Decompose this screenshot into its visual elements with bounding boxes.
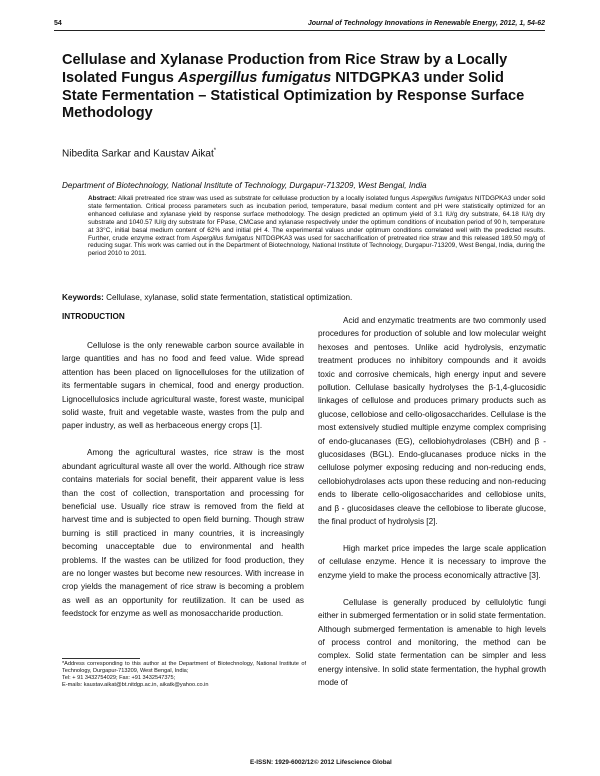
abstract-species-1: Aspergillus fumigatus	[411, 195, 473, 202]
corresponding-mark: *	[213, 148, 217, 154]
corresponding-author-footnote	[62, 661, 306, 689]
footnote-email: E-mails: kaustav.aikat@bt.nitdgp.ac.in, aikatk@yahoo.co.in	[62, 681, 209, 688]
header-rule	[54, 30, 545, 31]
paragraph: Acid and enzymatic treatments are two commonly used procedures for production of soluble and low molecular weight hexoses and pentoses. Unlike acid hydrolysis, enzymatic treatment produces no inhibitory compounds and it avoids toxic and corrosive chemicals, high energy input and severe pollution. Cellulase basically hydrolyses the β-1,4-glucosidic linkages of cellulose and produces primary products such as glucose, cellobiose and cello-oligosaccharides. Cellulase is the most extensively studied multiple enzyme complex comprising of endo-glucanases (EG), cellobiohydrolases (CBH) and β -glucosidases (BGL). Endo-glucanases produce nicks in the cellulose polymer exposing reducing and non-reducing ends, cellobiohydrolases acts upon these reducing and non-reducing ends to liberate cello-oligosaccharides and cellobiose units, and β - glucosidases cleave the cellobiose to liberate glucose, the final product of hydrolysis [2].	[318, 316, 547, 527]
left-column	[62, 339, 304, 634]
author-list	[62, 148, 216, 159]
right-column	[318, 314, 546, 703]
footer-issn: E-ISSN: 1929-6002/12	[250, 759, 314, 766]
paper-title	[62, 52, 542, 123]
footnote-rule	[62, 658, 140, 659]
keywords	[62, 293, 352, 302]
abstract-text-2: NITDGPKA3 under solid state fermentation. Critical process parameters such as incubation period, temperature, basal medium content and pH were statistically optimized for an enhanced cellulase and xylanase yield by response surface methodology. The design predicted an optimum yield of 3.1 IU/g dry substrate, 64.18 IU/g dry substrate and 1040.57 IU/g dry substrate for FPase, CMCase and xylanase respectively under the optimum conditions of incubation period of 90 h, temperature at 33°C, initial basal medium content of 62% and initial pH 4. The experimental values under optimum conditions correlated well with the predicted results. Further, crude enzyme extract from	[88, 195, 546, 242]
abstract-species-2: Aspergillus fumigatus	[191, 234, 254, 242]
section-heading-introduction: INTRODUCTION	[62, 312, 125, 321]
abstract	[88, 195, 545, 258]
title-species: Aspergillus fumigatus	[177, 69, 332, 86]
footer-copyright: © 2012 Lifescience Global	[314, 759, 392, 766]
paragraph: Cellulose is the only renewable carbon source available in large quantities and has no food and feed value. Wide spread attention has been placed on lignocelluloses for the utilization of its fermentable sugars in chemical, food and energy production. Lignocellulosics include agricultural waste, forest waste, municipal solid waste, fruit and vegetable waste, wastes from the pulp and paper industry, as well as herbaceous energy crops [1].	[62, 341, 304, 431]
paragraph: Among the agricultural wastes, rice straw is the most abundant agricultural waste all over the world. Although rice straw contains materials for social benefit, their apparent value is less than the cost of collection, transportation and processing for beneficial use. Usually rice straw is removed from the field at harvest time and is subjected to open field burning. Though straw burning is still practiced in many countries, it is increasingly becoming unacceptable due to environmental and health problems. If the wastes can be utilized for food production, they are no longer wastes but become new resources. With increase in crop yields the management of rice straw is becoming a problem as well as an opportunity for reutilization. It can be used as feedstock for enzyme as well as monosaccharide production.	[62, 448, 304, 619]
journal-header: Journal of Technology Innovations in Renewable Energy, 2012, 1, 54-62	[307, 20, 545, 27]
page-number: 54	[54, 20, 62, 27]
abstract-text-1: Alkali pretreated rice straw was used as substrate for cellulase production by a locally isolated fungus	[116, 195, 412, 202]
paragraph: High market price impedes the large scale application of cellulase enzyme. Hence it is necessary to improve the enzyme yield to make the process economically attractive [3].	[318, 544, 546, 580]
paragraph: Cellulase is generally produced by cellulolytic fungi either in submerged fermentation or in solid state fermentation. Although submerged fermentation is amenable to high levels of process control and monitoring, the method can be complex. Solid state fermentation can be simpler and less energy intensive. In solid state fermentation, the hyphal growth mode of	[318, 597, 546, 688]
footnote-address: *Address corresponding to this author at the Department of Biotechnology, National Institute of Technology, Durgapur-713209, West Bengal, India;	[62, 661, 306, 674]
abstract-label: Abstract:	[88, 195, 117, 202]
title-part-1: Cellulase and Xylanase Production from Rice Straw by a Locally Isolated Fungus	[62, 52, 508, 86]
keywords-text: Cellulase, xylanase, solid state fermentation, statistical optimization.	[103, 293, 353, 302]
affiliation: Department of Biotechnology, National Institute of Technology, Durgapur-713209, West Bengal, India	[62, 181, 427, 190]
title-part-2: NITDGPKA3 under Solid State Fermentation – Statistical Optimization by Response Surface Methodology	[62, 69, 525, 122]
author-names: Nibedita Sarkar and Kaustav Aikat	[62, 148, 214, 160]
footnote-phone: Tel: + 91 3432754029; Fax: +91 3432547375;	[62, 674, 176, 681]
keywords-label: Keywords:	[62, 293, 104, 302]
abstract-text-3: NITDGPKA3 was used for saccharification of pretreated rice straw and this released 189.50 mg/g of reducing sugar. This work was carried out in the Department of Biotechnology, National Institute of Technology, Durgapur-713209, West Bengal, India, during the period 2010 to 2011.	[88, 234, 546, 258]
